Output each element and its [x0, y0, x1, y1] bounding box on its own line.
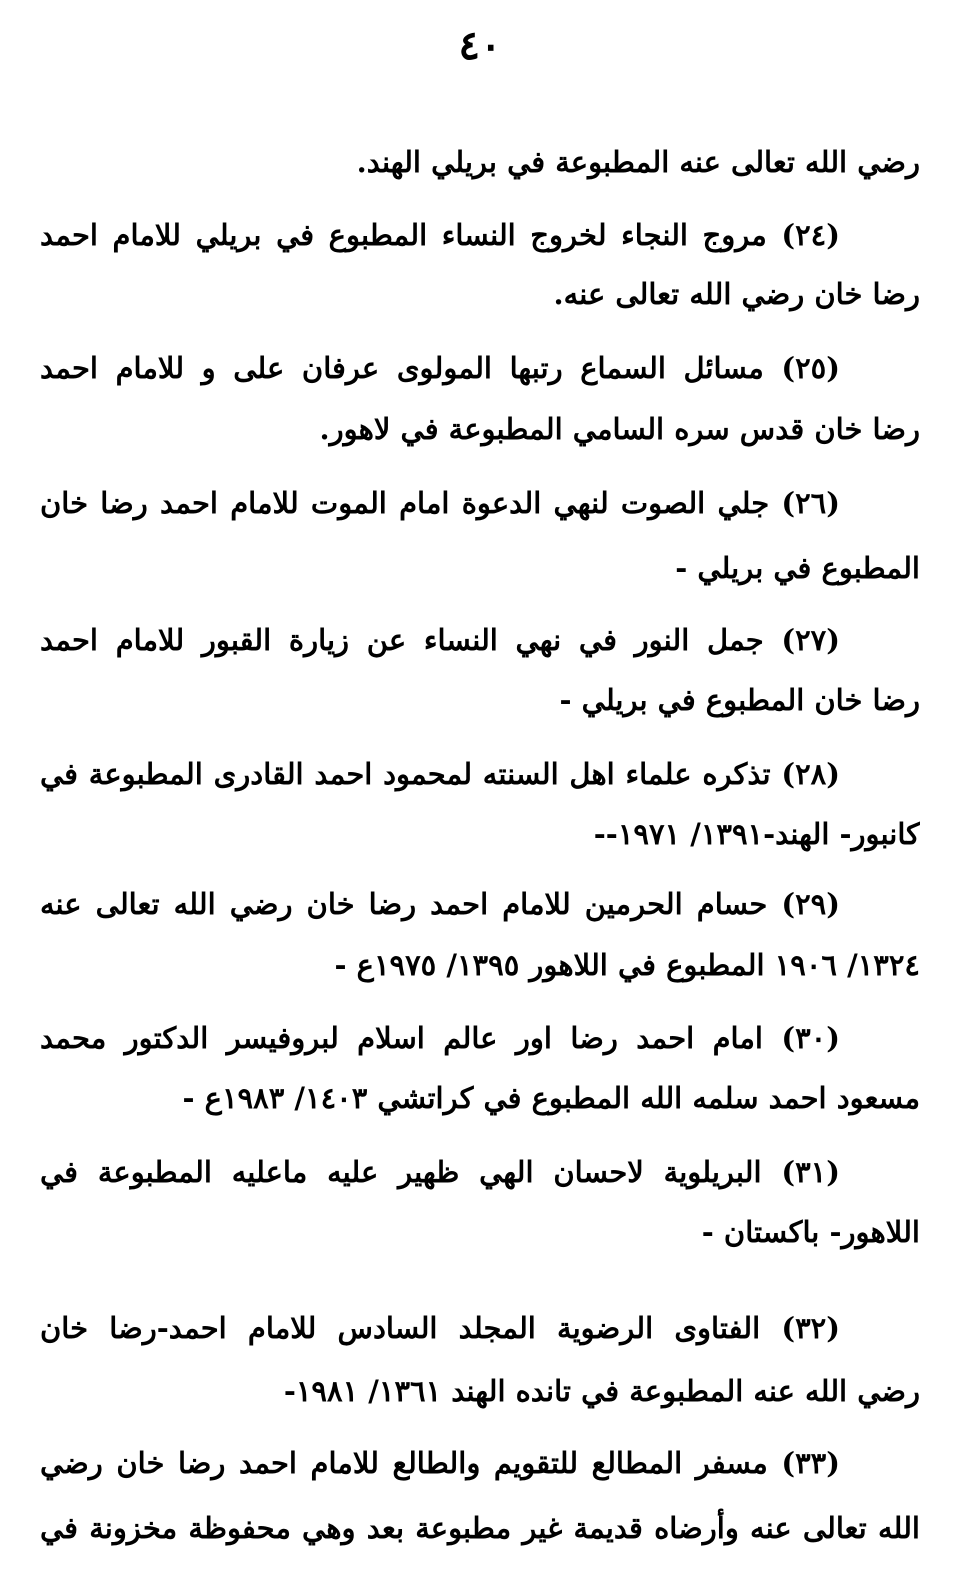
reference-entry-27: (٢٧) جمل النور في نهي النساء عن زيارة القبور للامام احمد: [40, 623, 840, 657]
text-line: رضا خان المطبوع في بريلي -: [559, 683, 920, 717]
reference-entry-24: (٢٤) مروج النجاء لخروج النساء المطبوع في بريلي للامام احمد: [40, 218, 840, 252]
reference-entry-25: (٢٥) مسائل السماع رتبها المولوى عرفان على و للامام احمد: [40, 351, 840, 385]
reference-entry-30: (٣٠) امام احمد رضا اور عالم اسلام لبروفيسر الدكتور محمد: [40, 1021, 840, 1055]
text-line: رضي الله عنه المطبوعة في تانده الهند ١٣٦١/ ١٩٨١-: [283, 1374, 920, 1408]
reference-entry-26: (٢٦) جلي الصوت لنهي الدعوة امام الموت للامام احمد رضا خان: [40, 486, 840, 520]
reference-entry-31: (٣١) البريلوية لاحسان الهي ظهير عليه ماعليه المطبوعة في: [40, 1155, 840, 1189]
reference-entry-28: (٢٨) تذكره علماء اهل السنته لمحمود احمد القادرى المطبوعة في: [40, 757, 840, 791]
text-line: رضا خان قدس سره السامي المطبوعة في لاهور.: [319, 412, 920, 446]
text-line: رضا خان رضي الله تعالى عنه.: [553, 277, 920, 311]
text-line: المطبوع في بريلي -: [675, 551, 920, 585]
text-line: ١٣٢٤/ ١٩٠٦ المطبوع في اللاهور ١٣٩٥/ ١٩٧٥ع -: [334, 948, 920, 982]
reference-entry-29: (٢٩) حسام الحرمين للامام احمد رضا خان رضي الله تعالى عنه: [40, 887, 840, 921]
reference-entry-33: (٣٣) مسفر المطالع للتقويم والطالع للامام احمد رضا خان رضي: [40, 1446, 840, 1480]
text-line: اللاهور- باكستان -: [701, 1215, 920, 1249]
text-line: كانبور- الهند-١٣٩١/ ١٩٧١--: [593, 817, 920, 851]
text-line: رضي الله تعالى عنه المطبوعة في بريلي الهند.: [356, 145, 920, 179]
text-line: الله تعالى عنه وأرضاه قديمة غير مطبوعة بعد وهي محفوظة مخزونة في: [40, 1511, 920, 1545]
text-line: مسعود احمد سلمه الله المطبوع في كراتشي ١٤٠٣/ ١٩٨٣ع -: [182, 1081, 920, 1115]
page-number: ٤٠: [458, 22, 502, 69]
reference-entry-32: (٣٢) الفتاوى الرضوية المجلد السادس للامام احمد-رضا خان: [40, 1311, 840, 1345]
